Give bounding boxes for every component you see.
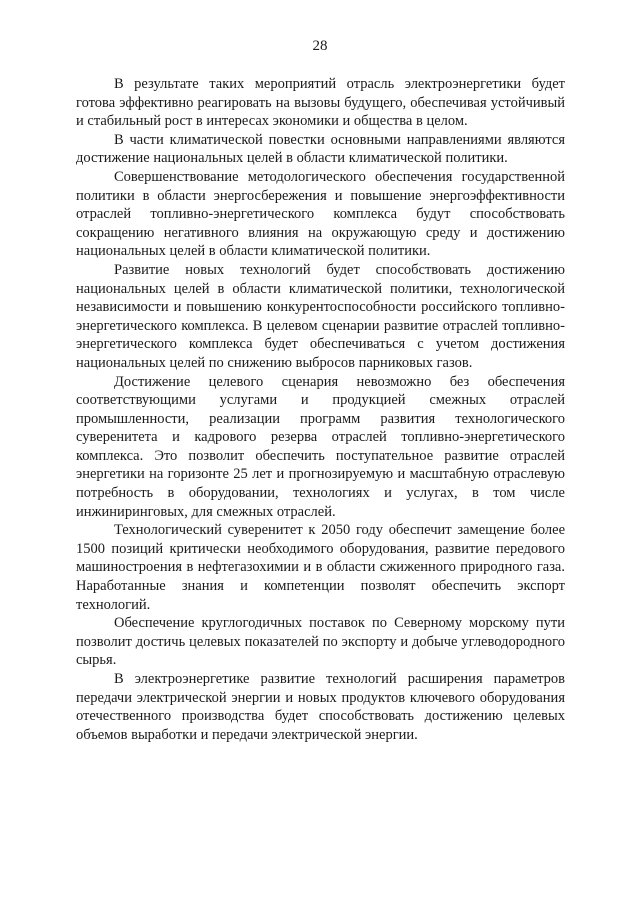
body-text: [76, 75, 565, 744]
paragraph: Технологический суверенитет к 2050 году обеспечит замещение более 1500 позиций критически необходимого оборудования, развитие передового машиностроения в нефтегазохимии и в области сжиженного природного газа. Наработанные знания и компетенции позволят обеспечить экспорт технологий.: [76, 522, 565, 613]
page-number: 28: [312, 38, 328, 54]
paragraph: В электроэнергетике развитие технологий расширения параметров передачи электрической энергии и новых продуктов ключевого оборудования отечественного производства будет способствовать достижению целевых объемов выработки и передачи электрической энергии.: [76, 671, 565, 743]
paragraph: Обеспечение круглогодичных поставок по Северному морскому пути позволит достичь целевых показателей по экспорту и добыче углеводородного сырья.: [76, 615, 565, 669]
paragraph: Достижение целевого сценария невозможно без обеспечения соответствующими услугами и продукцией смежных отраслей промышленности, реализации программ развития технологического суверенитета и кадрового резерва отраслей топливно-энергетического комплекса. Это позволит обеспечить поступательное развитие отраслей энергетики на горизонте 25 лет и прогнозируемую и масштабную отраслевую потребность в оборудовании, технологиях и услугах, в том числе инжиниринговых, для смежных отраслей.: [76, 373, 565, 520]
paragraph: Совершенствование методологического обеспечения государственной политики в области энергосбережения и повышение энергоэффективности отраслей топливно-энергетического комплекса будут способствовать сокращению негативного влияния на окружающую среду и достижению национальных целей в области климатической политики.: [76, 168, 565, 260]
paragraph: В результате таких мероприятий отрасль электроэнергетики будет готова эффективно реагировать на вызовы будущего, обеспечивая устойчивый и стабильный рост в интересах экономики и общества в целом.: [76, 76, 565, 130]
paragraph: Развитие новых технологий будет способствовать достижению национальных целей в области климатической политики, технологической независимости и повышению конкурентоспособности российского топливно-энергетического комплекса. В целевом сценарии развитие отраслей топливно-энергетического комплекса будет обеспечиваться с учетом достижения национальных целей по снижению выбросов парниковых газов.: [76, 261, 565, 371]
paragraph: В части климатической повестки основными направлениями являются достижение национальных целей в области климатической политики.: [76, 131, 565, 167]
